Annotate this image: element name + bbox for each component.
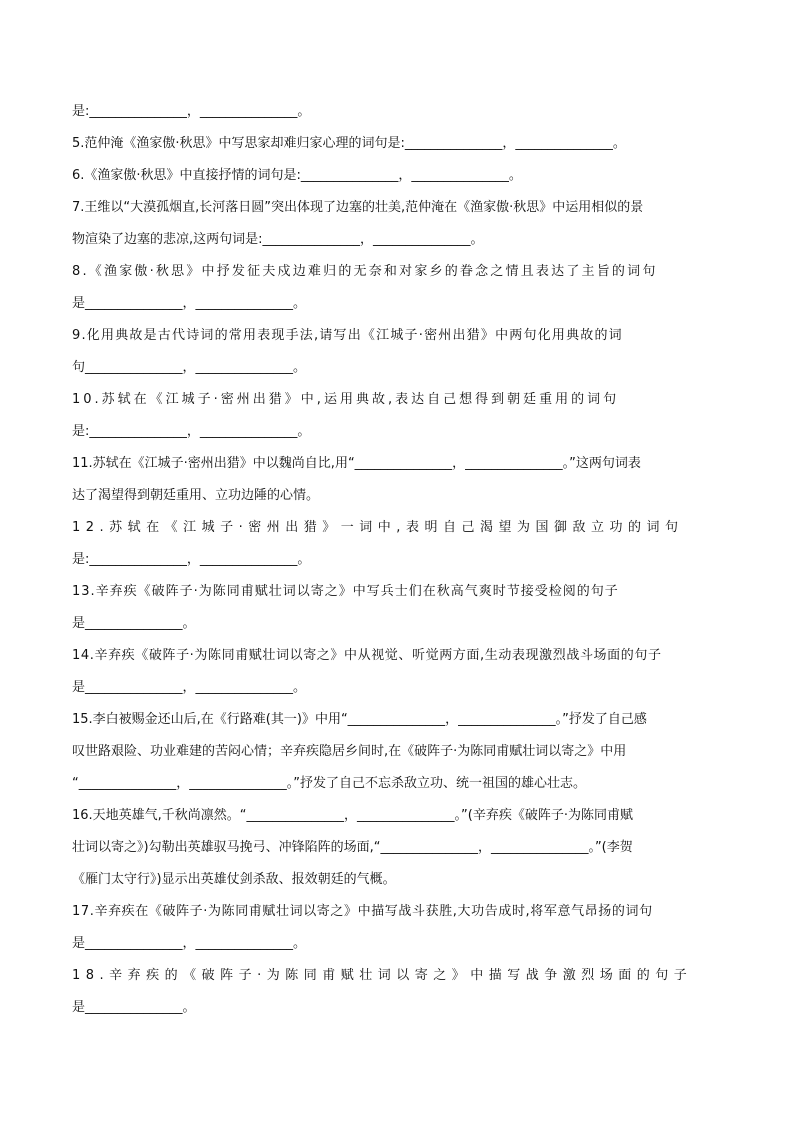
question-16-line-1: 16.天地英雄气,千秋尚凛然。“_______________，_______________。”(辛弃疾《破阵子·为陈同甫赋 bbox=[72, 808, 633, 823]
question-15-line-3: “_______________，_______________。”抒发了自己不忘杀敌立功、统一祖国的雄心壮志。 bbox=[72, 776, 586, 791]
question-7-line-2: 物渲染了边塞的悲凉,这两句词是:_______________，_______________。 bbox=[72, 232, 484, 247]
question-14-line-2: 是_______________，_______________。 bbox=[72, 680, 307, 695]
question-16-line-3: 《雁门太守行》)显示出英雄仗剑杀敌、报效朝廷的气概。 bbox=[72, 872, 396, 887]
question-17-line-2: 是_______________，_______________。 bbox=[72, 936, 307, 951]
question-18-line-1: 18.辛弃疾的《破阵子·为陈同甫赋壮词以寄之》中描写战争激烈场面的句子 bbox=[72, 968, 693, 983]
question-8-line-1: 8.《渔家傲·秋思》中抒发征夫戍边难归的无奈和对家乡的眷念之情且表达了主旨的词句 bbox=[72, 264, 658, 279]
question-4-line-2: 是:_______________，_______________。 bbox=[72, 104, 311, 119]
question-9-line-2: 句_______________，_______________。 bbox=[72, 360, 307, 375]
question-5: 5.范仲淹《渔家傲·秋思》中写思家却难归家心理的词句是:_______________，_______________。 bbox=[72, 136, 626, 151]
question-12-line-1: 12.苏轼在《江城子·密州出猎》一词中,表明自己渴望为国御敌立功的词句 bbox=[72, 520, 684, 535]
question-15-line-1: 15.李白被赐金还山后,在《行路难(其一)》中用“_______________，_______________。”抒发了自己感 bbox=[72, 712, 647, 727]
question-7-line-1: 7.王维以“大漠孤烟直,长河落日圆”突出体现了边塞的壮美,范仲淹在《渔家傲·秋思》中运用相似的景 bbox=[72, 200, 644, 215]
question-8-line-2: 是_______________，_______________。 bbox=[72, 296, 307, 311]
worksheet-page bbox=[72, 96, 722, 1024]
question-11-line-1: 11.苏轼在《江城子·密州出猎》中以魏尚自比,用“_______________，_______________。”这两句词表 bbox=[72, 456, 641, 471]
question-16-line-2: 壮词以寄之》)勾勒出英雄驭马挽弓、冲锋陷阵的场面,“_______________，_______________。”(李贺 bbox=[72, 840, 633, 855]
question-9-line-1: 9.化用典故是古代诗词的常用表现手法,请写出《江城子·密州出猎》中两句化用典故的词 bbox=[72, 328, 623, 343]
question-10-line-1: 10.苏轼在《江城子·密州出猎》中,运用典故,表达自己想得到朝廷重用的词句 bbox=[72, 392, 620, 407]
question-14-line-1: 14.辛弃疾《破阵子·为陈同甫赋壮词以寄之》中从视觉、听觉两方面,生动表现激烈战斗场面的句子 bbox=[72, 648, 662, 663]
question-13-line-1: 13.辛弃疾《破阵子·为陈同甫赋壮词以寄之》中写兵士们在秋高气爽时节接受检阅的句子 bbox=[72, 584, 619, 599]
question-10-line-2: 是:_______________，_______________。 bbox=[72, 424, 311, 439]
question-18-line-2: 是_______________。 bbox=[72, 1000, 196, 1015]
question-17-line-1: 17.辛弃疾在《破阵子·为陈同甫赋壮词以寄之》中描写战斗获胜,大功告成时,将军意气昂扬的词句 bbox=[72, 904, 653, 919]
question-13-line-2: 是_______________。 bbox=[72, 616, 196, 631]
question-6: 6.《渔家傲·秋思》中直接抒情的词句是:_______________，_______________。 bbox=[72, 168, 522, 183]
question-11-line-2: 达了渴望得到朝廷重用、立功边陲的心情。 bbox=[72, 488, 320, 503]
question-15-line-2: 叹世路艰险、功业难建的苦闷心情；辛弃疾隐居乡间时,在《破阵子·为陈同甫赋壮词以寄之》中用 bbox=[72, 744, 627, 759]
question-12-line-2: 是:_______________，_______________。 bbox=[72, 552, 311, 567]
